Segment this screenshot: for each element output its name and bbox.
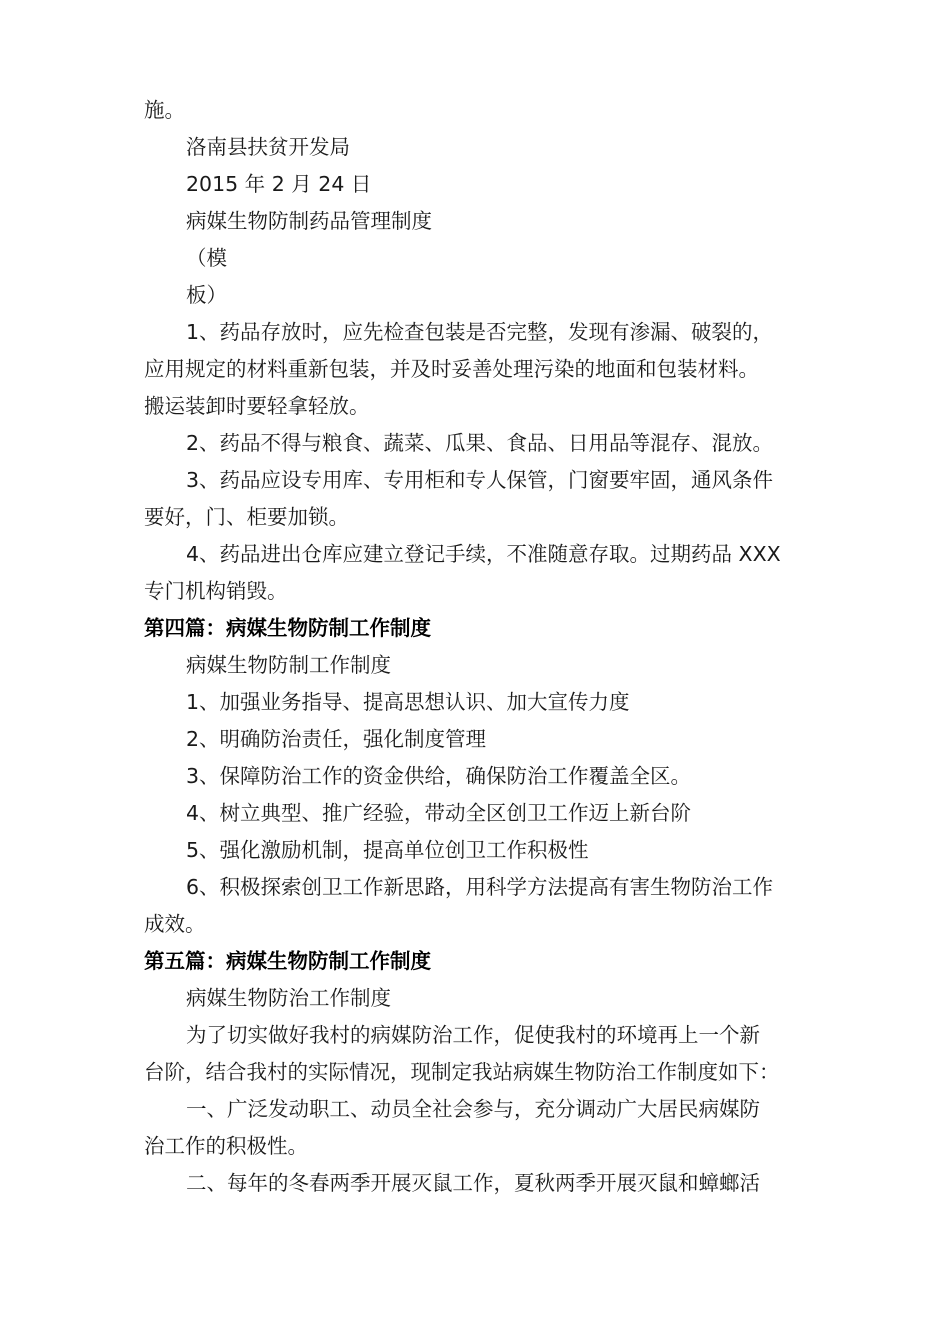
text-line: 治工作的积极性。 bbox=[144, 1134, 308, 1158]
list-item: 5、强化激励机制，提高单位创卫工作积极性 bbox=[186, 838, 589, 862]
text-line: 成效。 bbox=[144, 912, 206, 936]
text-line: 要好，门、柜要加锁。 bbox=[144, 505, 349, 529]
list-item: 二、每年的冬春两季开展灭鼠工作，夏秋两季开展灭鼠和蟑螂活 bbox=[186, 1171, 760, 1195]
section-heading-4: 第四篇：病媒生物防制工作制度 bbox=[144, 616, 431, 640]
text-line: 台阶，结合我村的实际情况，现制定我站病媒生物防治工作制度如下： bbox=[144, 1060, 780, 1084]
text-line: 板） bbox=[186, 283, 227, 307]
text-line: 应用规定的材料重新包装，并及时妥善处理污染的地面和包装材料。 bbox=[144, 357, 759, 381]
paragraph-line: 为了切实做好我村的病媒防治工作，促使我村的环境再上一个新 bbox=[186, 1023, 760, 1047]
list-item: 3、保障防治工作的资金供给，确保防治工作覆盖全区。 bbox=[186, 764, 692, 788]
document-subtitle: 病媒生物防制药品管理制度 bbox=[186, 209, 432, 233]
list-item: 1、药品存放时，应先检查包装是否完整，发现有渗漏、破裂的， bbox=[186, 320, 774, 344]
list-item: 1、加强业务指导、提高思想认识、加大宣传力度 bbox=[186, 690, 630, 714]
issue-date: 2015 年 2 月 24 日 bbox=[186, 172, 372, 196]
text-line: 施。 bbox=[144, 98, 185, 122]
text-line: 搬运装卸时要轻拿轻放。 bbox=[144, 394, 370, 418]
list-item: 4、树立典型、推广经验，带动全区创卫工作迈上新台阶 bbox=[186, 801, 692, 825]
section-heading-5: 第五篇：病媒生物防制工作制度 bbox=[144, 949, 431, 973]
issuer-name: 洛南县扶贫开发局 bbox=[186, 135, 350, 159]
document-page bbox=[144, 92, 814, 1202]
list-item: 2、明确防治责任，强化制度管理 bbox=[186, 727, 487, 751]
list-item: 一、广泛发动职工、动员全社会参与，充分调动广大居民病媒防 bbox=[186, 1097, 760, 1121]
list-item: 2、药品不得与粮食、蔬菜、瓜果、食品、日用品等混存、混放。 bbox=[186, 431, 774, 455]
text-line: 专门机构销毁。 bbox=[144, 579, 288, 603]
list-item: 6、积极探索创卫工作新思路，用科学方法提高有害生物防治工作 bbox=[186, 875, 774, 899]
list-item: 3、药品应设专用库、专用柜和专人保管，门窗要牢固，通风条件 bbox=[186, 468, 774, 492]
section-subtitle: 病媒生物防治工作制度 bbox=[186, 986, 391, 1010]
list-item: 4、药品进出仓库应建立登记手续，不准随意存取。过期药品 XXX bbox=[186, 542, 781, 566]
section-subtitle: 病媒生物防制工作制度 bbox=[186, 653, 391, 677]
text-line: （模 bbox=[186, 246, 227, 270]
